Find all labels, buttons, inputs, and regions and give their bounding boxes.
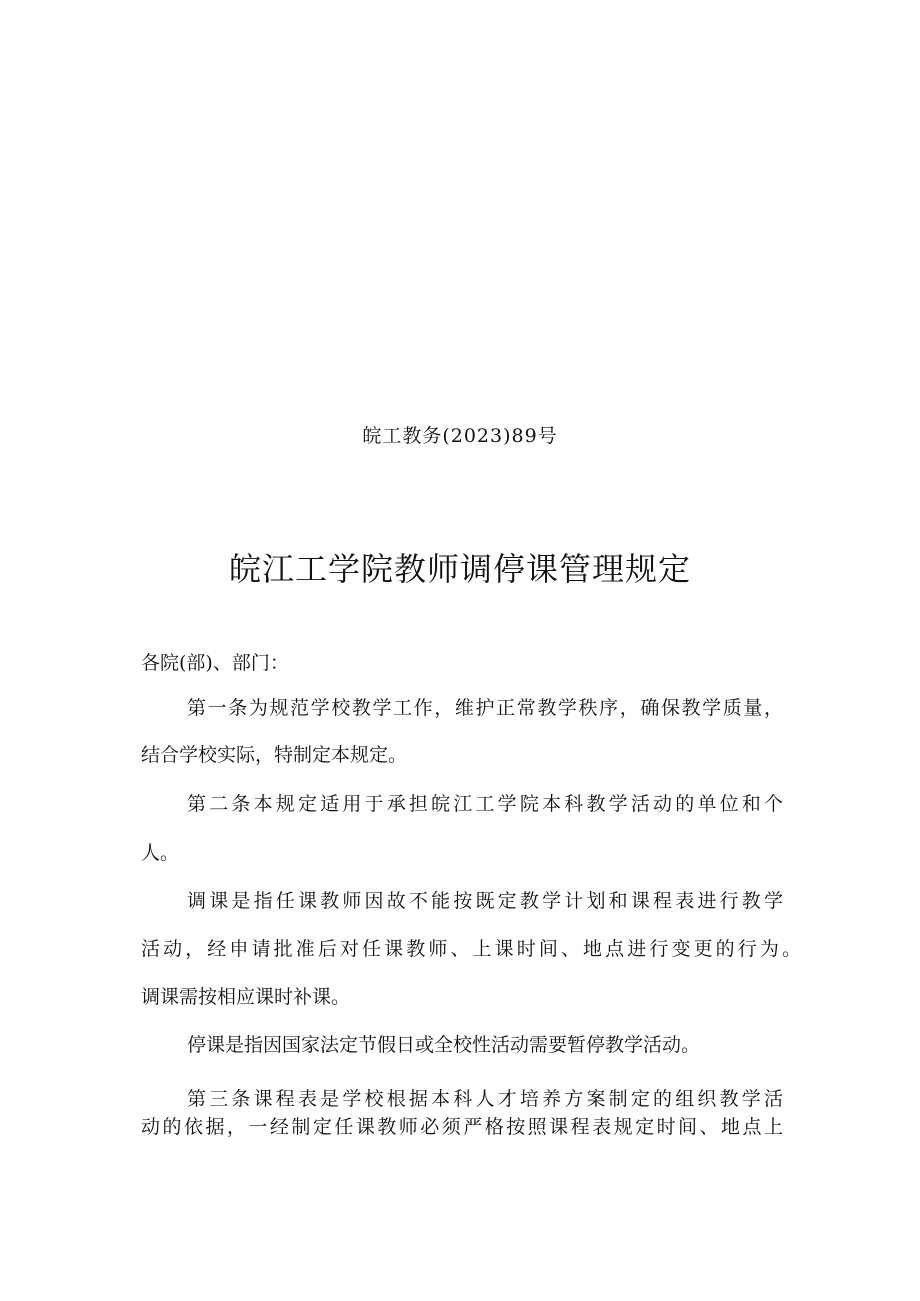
paragraph-line: 调课是指任课教师因故不能按既定教学计划和课程表进行教学: [187, 890, 783, 912]
document-title: 皖江工学院教师调停课管理规定: [228, 550, 691, 588]
paragraph-line: 人。: [141, 842, 180, 864]
document-number: 皖工教务(2023)89号: [362, 425, 558, 447]
paragraph-line: 调课需按相应课时补课。: [141, 986, 351, 1008]
paragraph-line: 停课是指因国家法定节假日或全校性活动需要暂停教学活动。: [187, 1034, 701, 1056]
paragraph-line: 结合学校实际，特制定本规定。: [141, 744, 408, 766]
paragraph-line: 第三条课程表是学校根据本科人才培养方案制定的组织教学活: [187, 1088, 783, 1110]
paragraph-line: 动的依据，一经制定任课教师必须严格按照课程表规定时间、地点上: [141, 1116, 783, 1138]
paragraph-line: 第一条为规范学校教学工作，维护正常教学秩序，确保教学质量，: [187, 697, 783, 719]
paragraph-line: 活动，经申请批准后对任课教师、上课时间、地点进行变更的行为。: [141, 938, 801, 960]
salutation: 各院(部)、部门：: [141, 652, 289, 674]
paragraph-line: 第二条本规定适用于承担皖江工学院本科教学活动的单位和个: [187, 793, 783, 815]
